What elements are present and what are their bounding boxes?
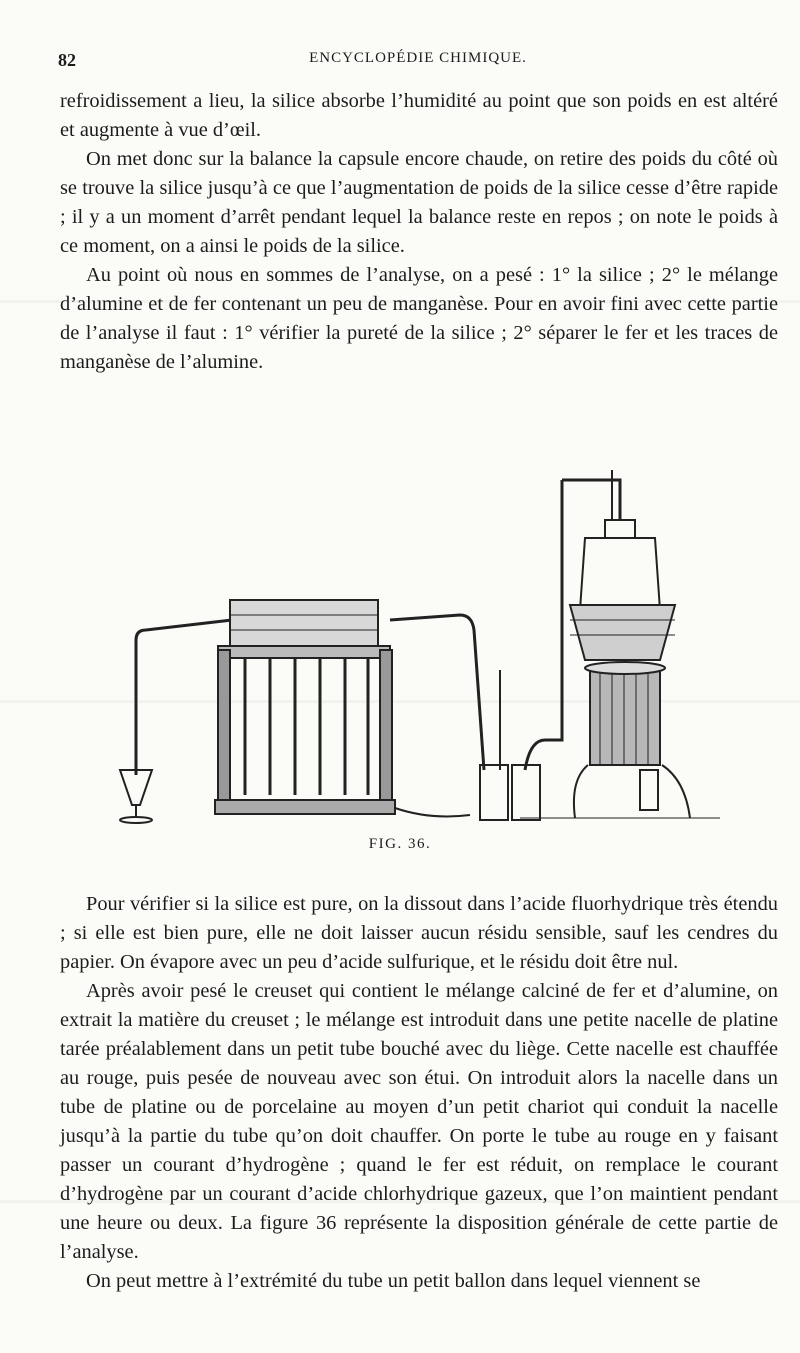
paragraph: On peut mettre à l’extrémité du tube un petit ballon dans lequel viennent se [86,1270,701,1292]
furnace-burners [245,658,368,795]
paragraph: On met donc sur la balance la capsule encore chaude, on retire des poids du côté où se trouve la silice jusqu’à ce que l’augmentation de poids de la silice cesse d’être rapide ; il y a un moment d’arrêt pendant lequel la balance reste en repos ; on note le poids à ce moment, on a ainsi le poids de la silice. [60,148,778,257]
figure-caption: FIG. 36. [368,836,432,852]
stove-leg-left [574,765,588,818]
page-header [58,50,778,74]
apparatus-illustration [100,470,740,830]
washing-bottle-right [512,765,540,820]
running-title: ENCYCLOPÉDIE CHIMIQUE. [309,50,527,66]
furnace-tube [218,646,390,658]
funnel-tube [608,470,612,520]
paragraph: Au point où nous en sommes de l’analyse, on a pesé : 1° la silice ; 2° le mélange d’alumine et de fer contenant un peu de manganèse. Pour en avoir fini avec cette partie de l’analyse il faut : 1° vérifier la pureté de la silice ; 2° séparer le fer et les traces de manganèse de l’alumine. [60,264,778,373]
text-block-top [60,87,778,377]
page-number: 82 [58,50,76,70]
gas-supply-tube [395,808,470,816]
furnace-post-left [218,650,230,805]
generator-bottle [580,538,660,610]
paragraph: refroidissement a lieu, la silice absorbe l’humidité au point que son poids en est altéré et augmente à vue d’œil. [60,90,778,141]
receiving-glass [120,770,152,805]
paragraph: Pour vérifier si la silice est pure, on la dissout dans l’acide fluorhydrique très étendu ; si elle est bien pure, elle ne doit laisser aucun résidu sensible, sauf les cendres du papier. On évapore avec un peu d’acide sulfurique, et le résidu doit être nul. [60,893,778,973]
furnace-cover [230,600,378,646]
furnace-base [215,800,395,814]
supply-tube [525,480,562,770]
connecting-tube [390,615,484,770]
furnace-post-right [380,650,392,805]
stove-leg-right [662,765,690,818]
bottle-neck [605,520,635,538]
text-block-bottom [60,890,778,1296]
paragraph: Après avoir pesé le creuset qui contient le mélange calciné de fer et d’alumine, on extrait la matière du creuset ; le mélange est introduit dans une petite nacelle de platine tarée préalablement dans un petit tube bouché avec du liège. Cette nacelle est chauffée au rouge, puis pesée de nouveau avec son étui. On introduit alors la nacelle dans un tube de platine ou de porcelaine au moyen d’un petit chariot qui conduit la nacelle jusqu’à la partie du tube qu’on doit chauffer. On porte le tube au rouge en y faisant passer un courant d’hydrogène ; quand le fer est réduit, on remplace le courant d’hydrogène par un courant d’acide chlorhydrique gazeux, que l’on maintient pendant une heure ou deux. La figure 36 représente la disposition générale de cette partie de l’analyse. [60,980,778,1263]
burner [640,770,658,810]
apparatus-drawing [100,470,740,830]
washing-bottle-left [480,765,508,820]
glass-foot [120,817,152,823]
stove-top [570,605,675,660]
